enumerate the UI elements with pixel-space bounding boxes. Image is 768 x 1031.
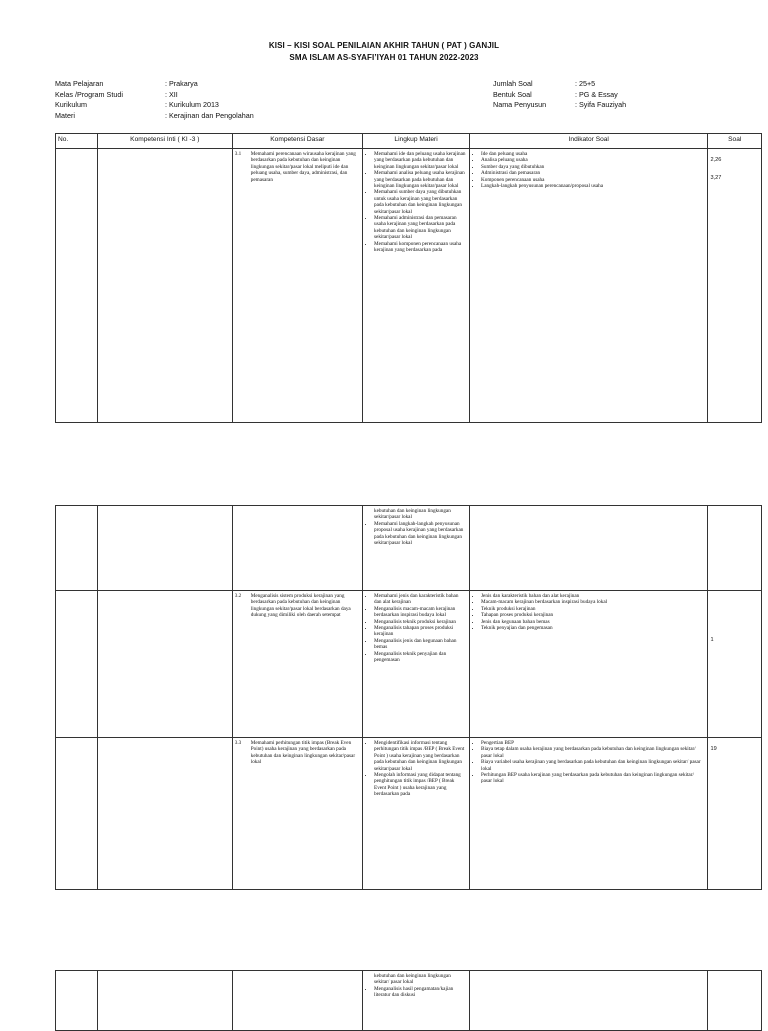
cell-indikator — [470, 971, 708, 1031]
list-item: • Menganalisis jenis dan kegunaan bahan bemas — [374, 638, 467, 651]
cell-indikator — [470, 149, 708, 423]
list-item: • Memahami jenis dan karakteristik bahan dan alat kerajinan — [374, 593, 467, 606]
cell-ki — [97, 149, 232, 423]
list-item: • Jenis dan karakteristik bahan dan alat kerajinan — [481, 593, 705, 599]
soal-number: 2,26 — [710, 157, 722, 163]
meta-label: Jumlah Soal — [493, 79, 533, 88]
cell-indikator — [470, 506, 708, 591]
cell-no — [56, 971, 98, 1031]
meta-value: : XII — [165, 89, 178, 99]
kisi-table-page2 — [55, 505, 762, 890]
meta-value: : Syifa Fauziyah — [575, 100, 627, 109]
cell-soal — [708, 591, 762, 738]
header-lingkup: Lingkup Materi — [363, 134, 470, 149]
list-item: • Langkah-langkah penyusunan perencanaan/proposal usaha — [481, 183, 705, 189]
cell-no — [56, 506, 98, 591]
header-indikator: Indikator Soal — [470, 134, 708, 149]
meta-value: : PG & Essay — [575, 89, 618, 99]
meta-label: Materi — [55, 110, 75, 120]
list-item: • Menganalisis teknik penyajian dan pengemasan — [374, 651, 467, 664]
meta-value: : Kerajinan dan Pengolahan — [165, 110, 254, 120]
soal-number: 19 — [710, 746, 717, 752]
list-item: • Jenis dan kegunaan bahan bemas — [481, 619, 705, 625]
meta-value: : Prakarya — [165, 79, 198, 88]
cell-ki — [97, 506, 232, 591]
list-item: • Administrasi dan pemasaran — [481, 170, 705, 176]
list-item: • Memahami ide dan peluang usaha kerajinan yang berdasarkan pada kebutuhan dan keinginan lingkungan sekitar/pasar lokal — [374, 151, 467, 170]
kd-text: Memahami perhitungan titik impas (Break Even Point) usaha kerajinan yang berdasarkan pada kebutuhan dan keinginan lingkungan sekitar/pasar lokal — [250, 740, 356, 766]
list-item: • Perhitungan BEP usaha kerajinan yang berdasarkan pada kebutuhan dan keinginan lingkungan sekitar/ pasar lokal — [481, 772, 705, 785]
document-title-line2: SMA ISLAM AS-SYAFI’IYAH 01 TAHUN 2022-2023 — [289, 53, 479, 62]
list-item: • Tahapan proses produksi kerajinan — [481, 612, 705, 618]
list-item: • Memahami komponen perencanaan usaha kerajinan yang berdasarkan pada — [374, 241, 467, 254]
cell-no — [56, 591, 98, 738]
soal-number: 1 — [710, 637, 714, 643]
cell-soal — [708, 149, 762, 423]
header-kd: Kompetensi Dasar — [232, 134, 362, 149]
list-item: • Biaya variabel usaha kerajinan yang berdasarkan pada kebutuhan dan keinginan lingkungan sekitar/ pasar lokal — [481, 759, 705, 772]
cell-lingkup — [363, 738, 470, 890]
meta-label: Nama Penyusun — [493, 100, 547, 109]
cell-kd — [232, 591, 362, 738]
cell-soal — [708, 506, 762, 591]
header-no: No. — [56, 134, 98, 149]
list-item: • Menganalisis tahapan proses produksi kerajinan — [374, 625, 467, 638]
list-item: • Macam-macam kerajinan berdasarkan inspirasi budaya lokal — [481, 599, 705, 605]
list-item: • Teknik produksi kerajinan — [481, 606, 705, 612]
cell-indikator — [470, 738, 708, 890]
cell-kd — [232, 738, 362, 890]
list-item: • Sumber daya yang dibutuhkan — [481, 164, 705, 170]
list-item: • Teknik penyajian dan pengemasan — [481, 625, 705, 631]
cell-kd — [232, 971, 362, 1031]
table-row — [56, 971, 762, 1031]
cell-no — [56, 149, 98, 423]
list-item: • Memahami langkah-langkah penyusunan proposal usaha kerajinan yang berdasarkan pada kebutuhan dan keinginan lingkungan sekitar/pasar lokal — [374, 521, 467, 547]
kisi-table-page3 — [55, 970, 762, 1031]
list-item: • Biaya tetap dalam usaha kerajinan yang berdasarkan pada kebutuhan dan keinginan lingkungan sekitar/ pasar lokal — [481, 746, 705, 759]
cell-soal — [708, 738, 762, 890]
table-row — [56, 149, 762, 423]
cell-soal — [708, 971, 762, 1031]
list-item: • Menganalisis macam-macam kerajinan berdasarkan inspirasi budaya lokal — [374, 606, 467, 619]
cell-lingkup — [363, 506, 470, 591]
kd-number: 3.3 — [234, 740, 242, 746]
cell-ki — [97, 591, 232, 738]
list-item: • Memahami sumber daya yang dibutuhkan untuk usaha kerajinan yang berdasarkan pada kebutuhan dan keinginan lingkungan sekitar/pasar lokal — [374, 189, 467, 215]
soal-number: 3,27 — [710, 175, 722, 182]
cell-ki — [97, 738, 232, 890]
list-item: • Mengolah informasi yang didapat tentang penghitungan titik impas /BEP ( Break Event Point ) usaha kerajinan yang berdasarkan pada — [374, 772, 467, 798]
list-item: • Menganalisis hasil pengamatan/kajian literatur dan diskusi — [374, 986, 467, 999]
list-item: • Komponen perencanaan usaha — [481, 177, 705, 183]
kd-text: Memahami perencanaan wirausaha kerajinan yang berdasarkan pada kebutuhan dan keinginan lingkungan sekitar/pasar lokal meliputi ide dan peluang usaha, sumber daya, administrasi, dan pemasaran — [250, 151, 356, 183]
meta-value: : Kurikulum 2013 — [165, 100, 219, 109]
list-item: • Memahami analisa peluang usaha kerajinan yang berdasarkan pada kebutuhan dan keinginan lingkungan sekitar/pasar lokal — [374, 170, 467, 189]
cell-lingkup — [363, 149, 470, 423]
cell-ki — [97, 971, 232, 1031]
header-soal: Soal — [708, 134, 762, 149]
list-item: • Ide dan peluang usaha — [481, 151, 705, 157]
cell-kd — [232, 149, 362, 423]
lingkup-continuation: kebutuhan dan keinginan lingkungan sekitar/pasar lokal — [374, 508, 451, 521]
cell-no — [56, 738, 98, 890]
meta-label: Kurikulum — [55, 100, 87, 109]
meta-label: Kelas /Program Studi — [55, 89, 123, 99]
cell-indikator — [470, 591, 708, 738]
kd-number: 3.1 — [234, 151, 242, 157]
table-header-row — [56, 134, 762, 149]
meta-left — [55, 79, 254, 121]
cell-lingkup — [363, 971, 470, 1031]
header-ki: Kompetensi Inti ( KI -3 ) — [97, 134, 232, 149]
kd-text: Menganalisis sistem produksi kerajinan yang berdasarkan pada kebutuhan dan keinginan lingkungan sekitar/pasar lokal berdasarkan daya dukung yang dimiliki oleh daerah setempat — [250, 593, 351, 619]
lingkup-continuation: kebutuhan dan keinginan lingkungan sekitar/ pasar lokal — [374, 973, 451, 986]
cell-lingkup — [363, 591, 470, 738]
list-item: • Menganalisis teknik produksi kerajinan — [374, 619, 467, 625]
meta-value: : 25+5 — [575, 79, 596, 88]
list-item: • Analisa peluang usaha — [481, 157, 705, 163]
table-row — [56, 506, 762, 591]
meta-label: Bentuk Soal — [493, 89, 532, 99]
meta-label: Mata Pelajaran — [55, 79, 104, 88]
table-row — [56, 738, 762, 890]
list-item: • Mengidentifikasi informasi tentang perhitungan titik impas /BEP ( Break Event Point ) usaha kerajinan yang berdasarkan pada kebutuhan dan keinginan lingkungan sekitar/pasar lokal — [374, 740, 467, 772]
table-row — [56, 591, 762, 738]
kisi-table-page1 — [55, 133, 762, 423]
document-title-line1: KISI – KISI SOAL PENILAIAN AKHIR TAHUN ( PAT ) GANJIL — [268, 41, 500, 50]
list-item: • Pengertian BEP — [481, 740, 705, 746]
cell-kd — [232, 506, 362, 591]
list-item: • Memahami administrasi dan pemasaran usaha kerajinan yang berdasarkan pada kebutuhan dan keinginan lingkungan sekitar/pasar lokal — [374, 215, 467, 241]
meta-right — [493, 79, 626, 111]
kd-number: 3.2 — [234, 593, 242, 599]
